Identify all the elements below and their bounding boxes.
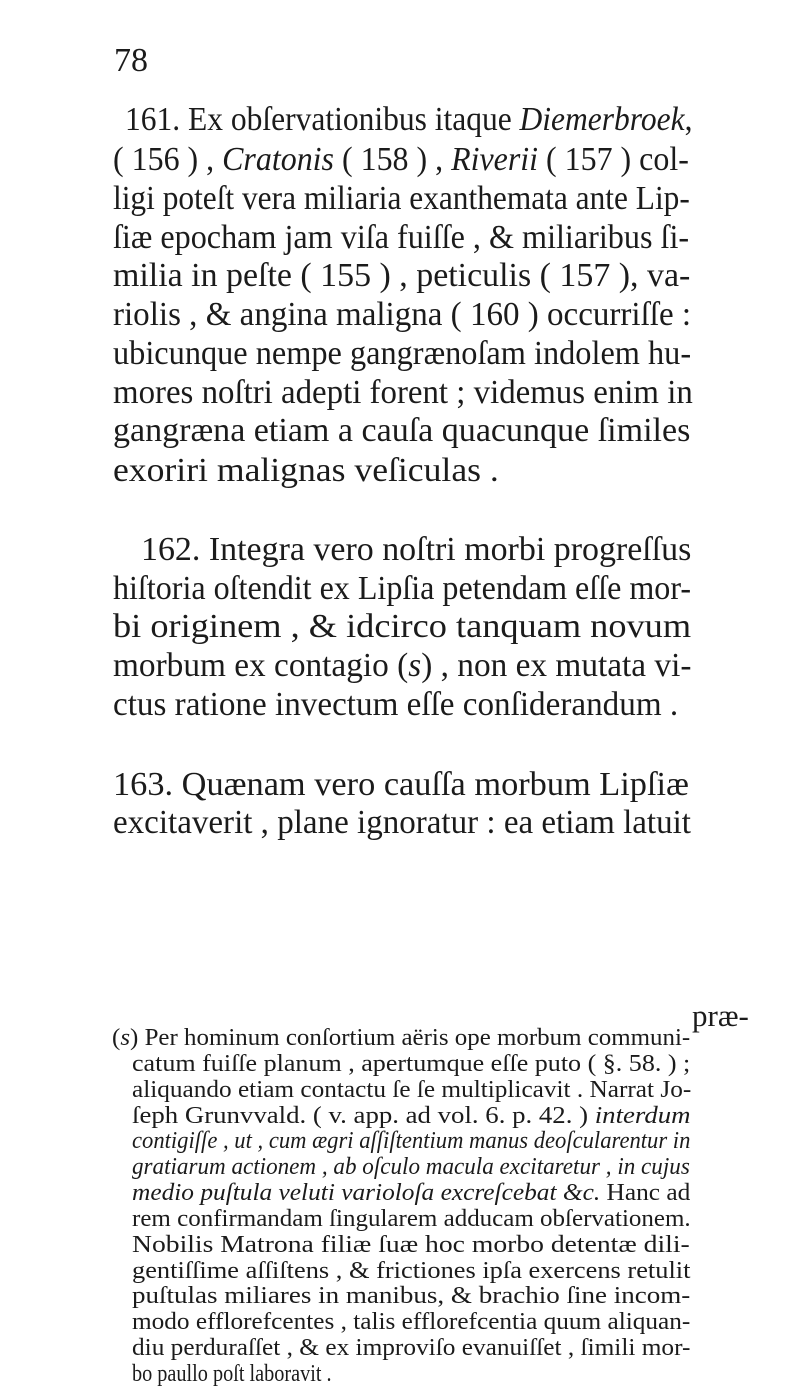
- text-segment: hiſtoria oſtendit ex Lipſia petendam eſſe mor-: [113, 570, 692, 607]
- text-segment: Nobilis Matrona filiæ ſuæ hoc morbo detentæ dili-: [132, 1231, 690, 1258]
- text-segment: bi originem , & idcirco tanquam novum: [113, 608, 692, 645]
- footnote-line: [132, 1362, 332, 1387]
- text-segment: ( 156 ) ,: [113, 141, 223, 178]
- footnote-line: [132, 1259, 690, 1284]
- italic-text: Cratonis: [222, 141, 334, 178]
- footnote-line: [112, 1026, 690, 1051]
- footnote-line: [132, 1336, 690, 1361]
- text-segment: Hanc ad: [600, 1179, 691, 1206]
- text-segment: catum fuiſſe planum , apertumque eſſe puto ( §. 58. ) ;: [132, 1050, 691, 1077]
- body-line: [113, 376, 693, 410]
- text-segment: puſtulas miliares in manibus, & brachio ſine incom-: [132, 1282, 691, 1309]
- text-segment: morbum ex contagio (: [113, 647, 409, 684]
- italic-text: Riverii: [451, 141, 539, 178]
- text-segment: riolis , & angina maligna ( 160 ) occurriſſe :: [113, 296, 692, 333]
- body-line: [113, 806, 691, 840]
- body-line: [113, 182, 690, 216]
- footnote-line: [132, 1284, 690, 1309]
- body-line: [113, 414, 690, 448]
- text-segment: excitaverit , plane ignoratur : ea etiam latuit: [113, 804, 691, 841]
- footnote-line: [132, 1207, 691, 1232]
- text-segment: aliquando etiam contactu ſe ſe multiplicavit . Narrat Jo-: [132, 1076, 692, 1103]
- body-line: [113, 221, 689, 255]
- text-segment: (: [112, 1024, 121, 1051]
- body-line: [113, 610, 691, 644]
- text-segment: 161. Ex obſervationibus itaque: [125, 101, 520, 138]
- page-number: 78: [114, 42, 148, 79]
- italic-text: s: [408, 647, 422, 684]
- footnote-line: [132, 1052, 690, 1077]
- text-segment: ,: [684, 101, 693, 138]
- body-line: [141, 533, 691, 567]
- italic-text: medio puſtula veluti varioloſa excreſcebat &c.: [132, 1179, 601, 1206]
- text-segment: diu perduraſſet , & ex improviſo evanuiſſet , ſimili mor-: [132, 1334, 691, 1361]
- body-line: [113, 649, 691, 683]
- text-segment: rem confirmandam ſingularem adducam obſervationem.: [132, 1205, 691, 1232]
- footnote-line: [132, 1078, 691, 1103]
- footnote-line: [132, 1181, 690, 1206]
- catchword: præ-: [692, 998, 749, 1033]
- text-segment: 163. Quænam vero cauſſa morbum Lipſiæ: [113, 766, 689, 803]
- footnote-line: [132, 1129, 690, 1154]
- body-line: [113, 259, 690, 293]
- text-segment: bo paullo poſt laboravit .: [132, 1360, 332, 1387]
- text-segment: ctus ratione invectum eſſe conſiderandum .: [113, 686, 679, 723]
- text-segment: 162. Integra vero noſtri morbi progreſſus: [141, 531, 692, 568]
- italic-text: contigiſſe , ut , cum ægri aſſiſtentium manus deoſcularentur in: [132, 1127, 691, 1154]
- text-segment: ) , non ex mutata vi-: [421, 647, 692, 684]
- text-segment: mores noſtri adepti forent ; videmus enim in: [113, 374, 693, 411]
- body-line: [113, 688, 678, 722]
- text-segment: exoriri malignas veſiculas .: [113, 452, 499, 489]
- text-segment: ligi poteſt vera miliaria exanthemata ante Lip-: [113, 180, 690, 217]
- footnote-line: [132, 1233, 690, 1258]
- body-line: [113, 572, 691, 606]
- text-segment: ſeph Grunvvald. ( v. app. ad vol. 6. p. 42. ): [132, 1102, 595, 1129]
- body-line: [113, 298, 691, 332]
- italic-text: s: [120, 1024, 131, 1051]
- text-segment: ) Per hominum conſortium aëris ope morbum communi-: [130, 1024, 691, 1051]
- footnote-line: [132, 1310, 690, 1335]
- text-segment: ubicunque nempe gangrænoſam indolem hu-: [113, 335, 692, 372]
- text-segment: gangræna etiam a cauſa quacunque ſimiles: [113, 412, 691, 449]
- body-line: [113, 337, 691, 371]
- italic-text: interdum: [594, 1102, 691, 1129]
- body-line: [113, 143, 689, 177]
- footnote-line: [132, 1104, 691, 1129]
- body-line: [113, 454, 499, 488]
- footnote-line: [132, 1155, 690, 1180]
- text-segment: gentiſſime aſſiſtens , & frictiones ipſa exercens retulit: [132, 1257, 691, 1284]
- text-segment: milia in peſte ( 155 ) , peticulis ( 157 ), va-: [113, 257, 691, 294]
- text-segment: ( 157 ) col-: [538, 141, 689, 178]
- text-segment: ſiæ epocham jam viſa fuiſſe , & miliaribus ſi-: [113, 219, 690, 256]
- italic-text: gratiarum actionem , ab oſculo macula excitaretur , in cujus: [132, 1153, 690, 1180]
- text-segment: modo efflorefcentes , talis efflorefcentia quum aliquan-: [132, 1308, 691, 1335]
- italic-text: Diemerbroek: [519, 101, 685, 138]
- text-segment: ( 158 ) ,: [333, 141, 452, 178]
- body-line: [113, 768, 689, 802]
- body-line: [125, 103, 692, 137]
